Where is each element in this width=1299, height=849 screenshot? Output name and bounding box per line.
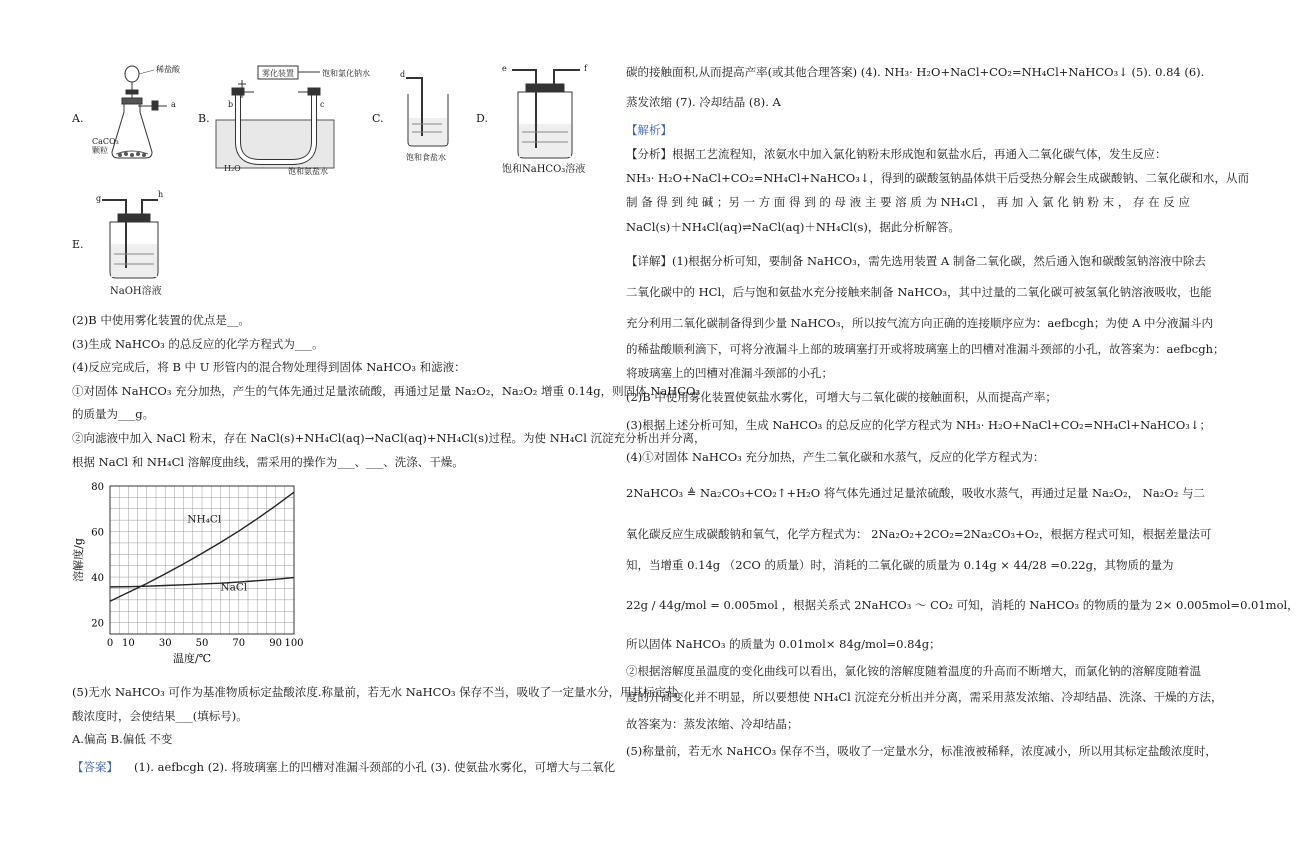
question-3: (3)生成 NaHCO₃ 的总反应的化学方程式为___。: [72, 337, 324, 351]
detail-para-2: 二氧化碳中的 HCl，后与饱和氨盐水充分接触来制备 NaHCO₃，其中过量的二氧化碳可被氢氧化钠溶液吸收，也能: [626, 285, 1212, 299]
naoh-caption: NaOH溶液: [110, 286, 162, 297]
detail-para-13: 度的升高变化并不明显，所以要想使 NH₄Cl 沉淀充分析出并分离，需采用蒸发浓缩、冷却结晶、洗涤、干燥的方法，: [626, 690, 1223, 704]
apparatus-a: [72, 62, 182, 172]
apparatus-b-label: B.: [198, 112, 210, 125]
analysis-tag: 【解析】: [626, 123, 672, 137]
separatory-funnel-bulb: [125, 66, 139, 82]
question-5-options: A.偏高 B.偏低 不变: [72, 732, 173, 746]
analysis-para-4: NaCl(s)＋NH₄Cl(aq)⇌NaCl(aq)＋NH₄Cl(s)，据此分析解答。: [626, 220, 960, 234]
question-4-1-b: 的质量为___g。: [72, 407, 155, 421]
question-4-1-a: ①对固体 NaHCO₃ 充分加热，产生的气体先通过足量浓硫酸，再通过足量 Na₂O₂，Na₂O₂ 增重 0.14g，则固体 NaHCO₃: [72, 384, 701, 398]
detail-para-14: 故答案为：蒸发浓缩、冷却结晶；: [626, 717, 799, 731]
detail-para-9: 氧化碳反应生成碳酸钠和氧气，化学方程式为： 2Na₂O₂+2CO₂=2Na₂CO₃+O₂，根据方程式可知，根据差量法可: [626, 527, 1212, 541]
x-tick-label: 0: [106, 638, 114, 649]
apparatus-d: [476, 62, 606, 177]
detail-para-8: (4)①对固体 NaHCO₃ 充分加热，产生二氧化碳和水蒸气，反应的化学方程式为：: [626, 450, 1045, 464]
analysis-para-3: 制 备 得 到 纯 碱 ；另 一 方 面 得 到 的 母 液 主 要 溶 质 为 NH₄Cl ， 再 加 入 氯 化 钠 粉 末 ， 存 在 反 应: [626, 195, 1190, 209]
port-g: g: [96, 194, 102, 203]
apparatus-b-drawing: [198, 62, 388, 177]
x-tick-label: 70: [232, 638, 246, 649]
analysis-para-2: NH₃· H₂O+NaCl+CO₂=NH₄Cl+NaHCO₃↓，得到的碳酸氢钠晶体烘干后受热分解会生成碳酸钠、二氧化碳和水，从而: [626, 171, 1249, 185]
port-a: a: [171, 100, 176, 109]
analysis-para-1: 【分析】根据工艺流程知，浓氨水中加入氯化钠粉末形成饱和氨盐水后，再通入二氧化碳气体，发生反应：: [626, 147, 1167, 161]
x-tick-label: 10: [122, 638, 135, 649]
answer-cont-1: 碳的接触面积,从而提高产率(或其他合理答案) (4). NH₃· H₂O+NaCl+CO₂=NH₄Cl+NaHCO₃↓ (5). 0.84 (6).: [626, 65, 1205, 79]
answer-tag: 【答案】: [72, 760, 118, 774]
question-5-a: (5)无水 NaHCO₃ 可作为基准物质标定盐酸浓度.称量前，若无水 NaHCO₃ 保存不当，吸收了一定量水分，用其标定盐: [72, 685, 678, 699]
decomposition-equation-line: 2NaHCO₃ ≜ Na₂CO₃+CO₂↑+H₂O 将气体先通过足量浓硫酸，吸收水蒸气，再通过足量 Na₂O₂， Na₂O₂ 与二: [626, 486, 1205, 500]
detail-para-1: 【详解】(1)根据分析可知，要制备 NaHCO₃，需先选用装置 A 制备二氧化碳，然后通入饱和碳酸氢钠溶液中除去: [626, 254, 1206, 268]
answer-text: (1). aefbcgh (2). 将玻璃塞上的凹槽对准漏斗颈部的小孔 (3). 使氨盐水雾化，可增大与二氧化: [134, 760, 616, 774]
detail-para-7: (3)根据上述分析可知，生成 NaHCO₃ 的总反应的化学方程式为 NH₃· H₂O+NaCl+CO₂=NH₄Cl+NaHCO₃↓；: [626, 418, 1211, 432]
detail-para-4: 的稀盐酸顺利滴下，可将分液漏斗上部的玻璃塞打开或将玻璃塞上的凹槽对准漏斗颈部的小孔，故答案为：aefbcgh；: [626, 342, 1225, 356]
caco3-granules: [118, 152, 146, 157]
question-4-2-a: ②向滤液中加入 NaCl 粉末，存在 NaCl(s)+NH₄Cl(aq)→NaCl(aq)+NH₄Cl(s)过程。为使 NH₄Cl 沉淀充分析出并分离，: [72, 431, 706, 445]
apparatus-b: [198, 62, 388, 177]
apparatus-c: [372, 62, 472, 172]
question-4: (4)反应完成后，将 B 中 U 形管内的混合物处理得到固体 NaHCO₃ 和滤液：: [72, 360, 466, 374]
series-label: NH₄Cl: [187, 513, 222, 526]
moles-calculation-line: 22g / 44g/mol = 0.005mol ，根据关系式 2NaHCO₃ ～ CO₂ 可知，消耗的 NaHCO₃ 的物质的量为 2× 0.005mol=0.01mol，: [626, 598, 1299, 612]
brine-caption: 饱和食盐水: [406, 153, 446, 162]
funnel-label: 稀盐酸: [156, 65, 180, 74]
x-axis-label: 温度/℃: [172, 652, 212, 665]
y-axis-label: 溶解度/g: [72, 538, 85, 582]
caco3-label: CaCO₃ 颗粒: [92, 137, 119, 155]
x-tick-label: 100: [284, 638, 304, 649]
x-tick-label: 50: [195, 638, 209, 649]
series-label: NaCl: [220, 581, 248, 594]
apparatus-d-label: D.: [476, 112, 488, 125]
detail-para-10: 知，当增重 0.14g （2CO 的质量）时，消耗的二氧化碳的质量为 0.14g × 44/28 =0.22g，其物质的量为: [626, 558, 1174, 572]
apparatus-a-label: A.: [72, 112, 84, 125]
apparatus-c-label: C.: [372, 112, 384, 125]
question-2: (2)B 中使用雾化装置的优点是__。: [72, 313, 250, 327]
nacl-water-label: 饱和氯化钠水: [322, 69, 370, 78]
apparatus-e: [72, 188, 212, 298]
ammonia-brine-label: 饱和氨盐水: [288, 167, 328, 176]
detail-para-12: ②根据溶解度虽温度的变化曲线可以看出，氯化铵的溶解度随着温度的升高而不断增大，而氯化钠的溶解度随着温: [626, 664, 1201, 678]
port-d: d: [400, 70, 406, 79]
question-4-2-b: 根据 NaCl 和 NH₄Cl 溶解度曲线，需采用的操作为___、___、洗涤、干燥。: [72, 455, 464, 469]
y-tick-label: 40: [91, 573, 104, 585]
port-e: e: [502, 64, 507, 73]
port-f: f: [584, 64, 587, 73]
y-tick-label: 60: [91, 527, 104, 539]
conical-flask: [112, 102, 152, 158]
y-tick-label: 20: [91, 618, 104, 630]
h2o-label: H₂O: [224, 164, 241, 173]
y-tick-label: 80: [91, 482, 104, 493]
solubility-chart: [72, 476, 312, 676]
atomizer-label: 雾化装置: [262, 69, 294, 78]
detail-para-3: 充分利用二氧化碳制备得到少量 NaHCO₃，所以按气流方向正确的连接顺序应为：aefbcgh；为使 A 中分液漏斗内: [626, 316, 1214, 330]
port-b: b: [228, 100, 234, 109]
port-c: c: [320, 100, 325, 109]
question-5-b: 酸浓度时，会使结果___(填标号)。: [72, 709, 248, 723]
port-h: h: [158, 190, 164, 199]
x-tick-label: 90: [269, 638, 282, 649]
apparatus-e-label: E.: [72, 238, 84, 251]
detail-para-5: 将玻璃塞上的凹槽对准漏斗颈部的小孔；: [626, 366, 833, 380]
nahco3-caption: 饱和NaHCO₃溶液: [502, 164, 586, 175]
apparatus-a-drawing: [72, 62, 182, 172]
detail-para-15: (5)称量前，若无水 NaHCO₃ 保存不当，吸收了一定量水分，标准液被稀释，浓度减小，所以用其标定盐酸浓度时，: [626, 744, 1217, 758]
answer-cont-2: 蒸发浓缩 (7). 冷却结晶 (8). A: [626, 95, 781, 109]
detail-para-6: (2)B 中使用雾化装置使氨盐水雾化，可增大与二氧化碳的接触面积，从而提高产率；: [626, 390, 1057, 404]
detail-para-11: 所以固体 NaHCO₃ 的质量为 0.01mol× 84g/mol=0.84g；: [626, 637, 941, 651]
x-tick-label: 30: [158, 638, 172, 649]
